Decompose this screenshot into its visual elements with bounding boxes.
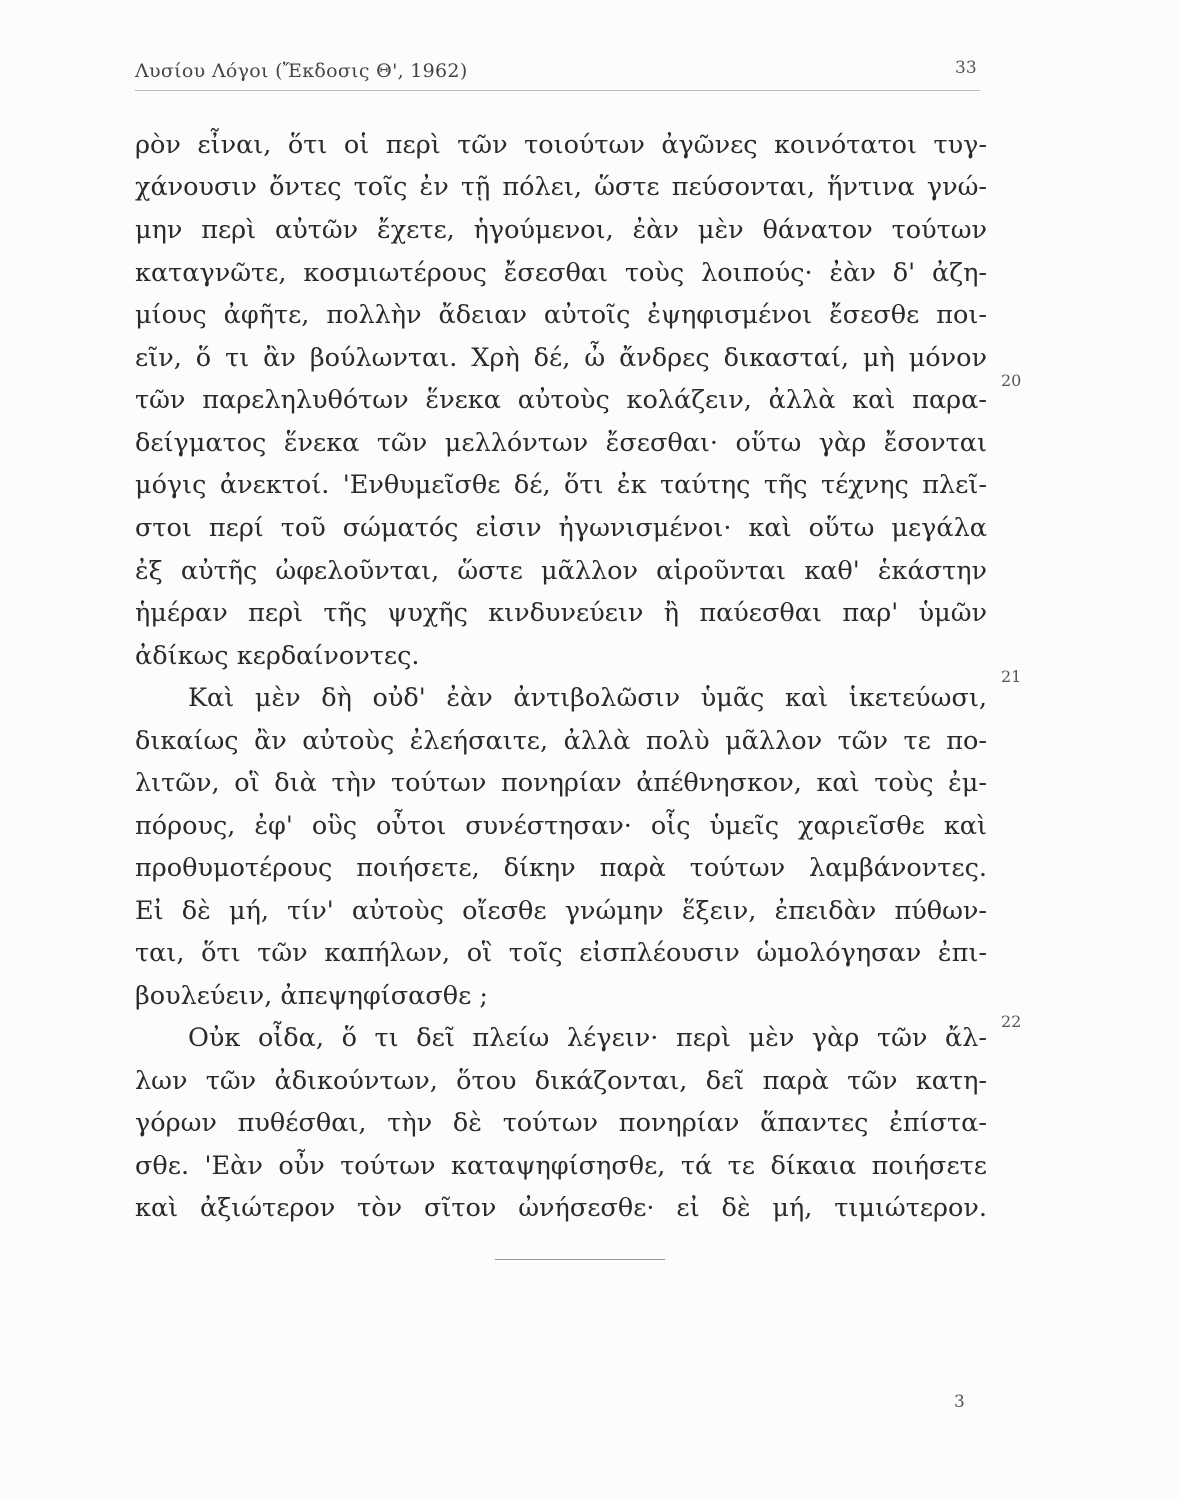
text-line: ἐξ αὐτῆς ὠφελοῦνται, ὥστε μᾶλλον αἱροῦνται καθ' ἑκάστην: [135, 556, 987, 586]
text-line: δείγματος ἕνεκα τῶν μελλόντων ἔσεσθαι· οὕτω γὰρ ἔσονται: [135, 428, 987, 458]
text-line: λων τῶν ἀδικούντων, ὅτου δικάζονται, δεῖ παρὰ τῶν κατη-: [135, 1066, 987, 1096]
text-line: καὶ ἀξιώτερον τὸν σῖτον ὠνήσεσθε· εἰ δὲ μή, τιμιώτερον.: [135, 1193, 987, 1223]
text-line: ται, ὅτι τῶν καπήλων, οἳ τοῖς εἰσπλέουσιν ὡμολόγησαν ἐπι-: [135, 938, 987, 968]
text-line: βουλεύειν, ἀπεψηφίσασθε ;: [135, 981, 489, 1011]
text-line: ἀδίκως κερδαίνοντες.: [135, 641, 420, 671]
text-line: χάνουσιν ὄντες τοῖς ἐν τῇ πόλει, ὥστε πεύσονται, ἥντινα γνώ-: [135, 172, 987, 202]
paragraph-first-line: Καὶ μὲν δὴ οὐδ' ἐὰν ἀντιβολῶσιν ὑμᾶς καὶ ἱκετεύωσι,: [188, 683, 987, 713]
signature-number: 3: [954, 1392, 965, 1412]
text-line: δικαίως ἂν αὐτοὺς ἐλεήσαιτε, ἀλλὰ πολὺ μᾶλλον τῶν τε πο-: [135, 726, 987, 756]
section-number: 22: [1001, 1012, 1022, 1031]
text-line: σθε. 'Εὰν οὖν τούτων καταψηφίσησθε, τά τε δίκαια ποιήσετε: [135, 1151, 987, 1181]
running-head: Λυσίου Λόγοι (Ἔκδοσις Θ', 1962): [135, 60, 468, 82]
text-line: μην περὶ αὐτῶν ἔχετε, ἡγούμενοι, ἐὰν μὲν θάνατον τούτων: [135, 215, 987, 245]
text-line: εῖν, ὅ τι ἂν βούλωνται. Χρὴ δέ, ὦ ἄνδρες δικασταί, μὴ μόνον: [135, 343, 987, 373]
section-number: 20: [1001, 371, 1022, 390]
paragraph-first-line: Οὐκ οἶδα, ὅ τι δεῖ πλείω λέγειν· περὶ μὲν γὰρ τῶν ἄλ-: [188, 1023, 987, 1053]
text-line: πόρους, ἐφ' οὓς οὗτοι συνέστησαν· οἷς ὑμεῖς χαριεῖσθε καὶ: [135, 811, 987, 841]
text-line: λιτῶν, οἳ διὰ τὴν τούτων πονηρίαν ἀπέθνησκον, καὶ τοὺς ἐμ-: [135, 768, 987, 798]
end-rule: [495, 1259, 665, 1260]
section-number: 21: [1001, 667, 1022, 686]
text-line: μίους ἀφῆτε, πολλὴν ἄδειαν αὐτοῖς ἐψηφισμένοι ἔσεσθε ποι-: [135, 300, 987, 330]
page-number: 33: [955, 58, 977, 78]
text-line: καταγνῶτε, κοσμιωτέρους ἔσεσθαι τοὺς λοιπούς· ἐὰν δ' ἀζη-: [135, 258, 987, 288]
text-line: γόρων πυθέσθαι, τὴν δὲ τούτων πονηρίαν ἅπαντες ἐπίστα-: [135, 1108, 987, 1138]
text-line: ρὸν εἶναι, ὅτι οἱ περὶ τῶν τοιούτων ἀγῶνες κοινότατοι τυγ-: [135, 130, 987, 160]
text-line: μόγις ἀνεκτοί. 'Ενθυμεῖσθε δέ, ὅτι ἐκ ταύτης τῆς τέχνης πλεῖ-: [135, 470, 987, 500]
header-rule: [135, 90, 980, 91]
text-line: Εἰ δὲ μή, τίν' αὐτοὺς οἴεσθε γνώμην ἕξειν, ἐπειδὰν πύθων-: [135, 896, 987, 926]
text-line: στοι περί τοῦ σώματός εἰσιν ἠγωνισμένοι· καὶ οὕτω μεγάλα: [135, 513, 987, 543]
text-line: προθυμοτέρους ποιήσετε, δίκην παρὰ τούτων λαμβάνοντες.: [135, 853, 987, 883]
text-line: ἡμέραν περὶ τῆς ψυχῆς κινδυνεύειν ἢ παύεσθαι παρ' ὑμῶν: [135, 598, 987, 628]
text-line: τῶν παρεληλυθότων ἕνεκα αὐτοὺς κολάζειν, ἀλλὰ καὶ παρα-: [135, 385, 987, 415]
